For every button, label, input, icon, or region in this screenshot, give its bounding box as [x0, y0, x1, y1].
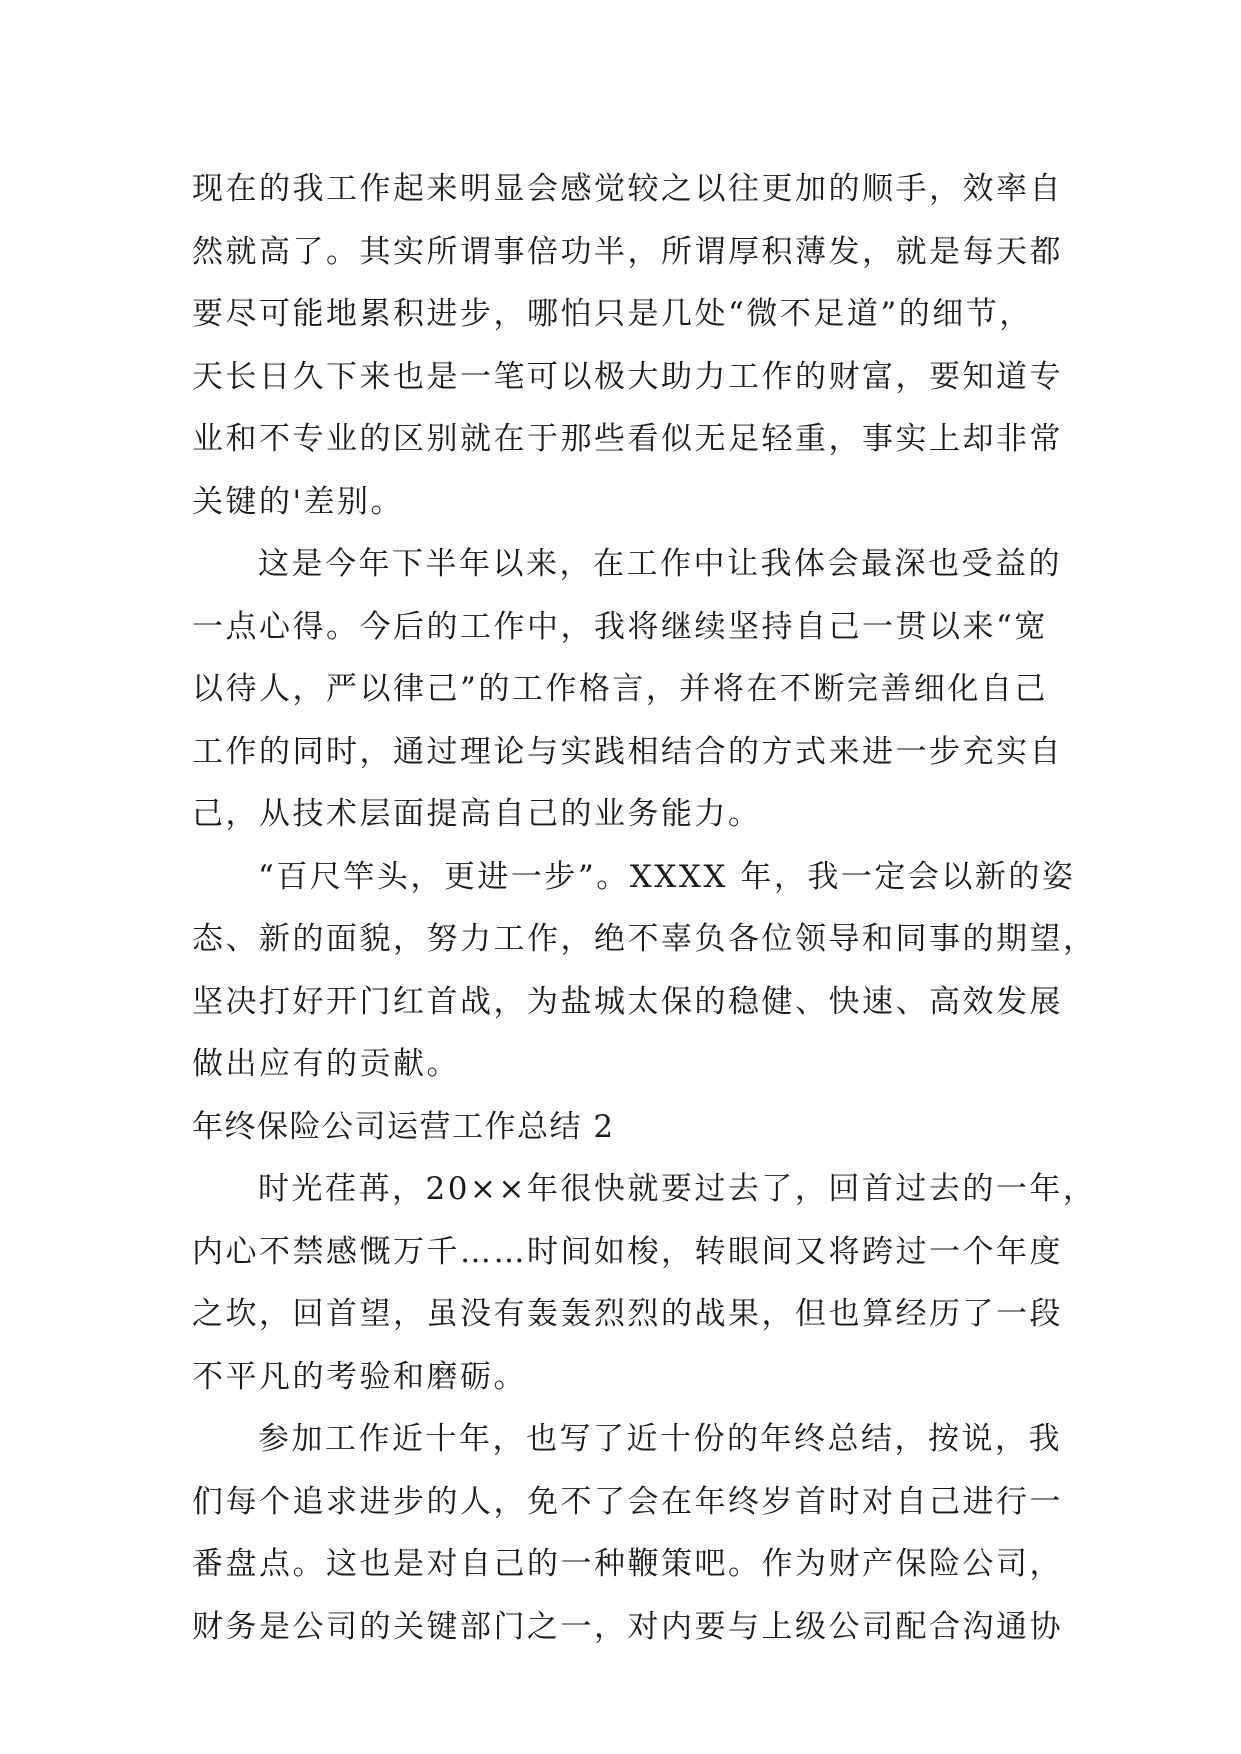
text-line: 时光荏苒，20××年很快就要过去了，回首过去的一年， [258, 1171, 1097, 1207]
text-line: 关键的'差别。 [192, 483, 405, 520]
text-line: 财务是公司的关键部门之一，对内要与上级公司配合沟通协 [192, 1608, 1063, 1645]
text-line: 这是今年下半年以来，在工作中让我体会最深也受益的 [258, 546, 1062, 582]
text-line: 番盘点。这也是对自己的一种鞭策吧。作为财产保险公司， [192, 1546, 1063, 1582]
text-line: 业和不专业的区别就在于那些看似无足轻重，事实上却非常 [192, 421, 1063, 457]
text-line: 做出应有的贡献。 [192, 1046, 460, 1082]
text-line: “百尺竿头，更进一步”。XXXX 年，我一定会以新的姿 [258, 858, 1076, 895]
text-line: 坚决打好开门红首战，为盐城太保的稳健、快速、高效发展 [192, 983, 1063, 1020]
text-line: 态、新的面貌，努力工作，绝不辜负各位领导和同事的期望， [192, 921, 1097, 957]
text-line: 一点心得。今后的工作中，我将继续坚持自己一贯以来“宽 [192, 608, 1048, 645]
text-line: 现在的我工作起来明显会感觉较之以往更加的顺手，效率自 [192, 171, 1063, 207]
text-line: 工作的同时，通过理论与实践相结合的方式来进一步充实自 [192, 733, 1063, 770]
paragraph-3 [192, 846, 1097, 1096]
paragraph-5 [192, 1408, 1062, 1658]
document-body [192, 158, 1097, 1658]
text-line: 们每个追求进步的人，免不了会在年终岁首时对自己进行一 [192, 1483, 1063, 1520]
paragraph-4 [192, 1158, 1097, 1408]
text-line: 内心不禁感慨万千……时间如梭，转眼间又将跨过一个年度 [192, 1233, 1063, 1270]
paragraph-2 [192, 533, 1062, 846]
text-line: 之坎，回首望，虽没有轰轰烈烈的战果，但也算经历了一段 [192, 1296, 1063, 1332]
text-line: 天长日久下来也是一笔可以极大助力工作的财富，要知道专 [192, 358, 1063, 395]
paragraph-1 [192, 158, 1062, 533]
text-line: 参加工作近十年，也写了近十份的年终总结，按说，我 [258, 1421, 1062, 1457]
text-line: 不平凡的考验和磨砺。 [192, 1358, 527, 1395]
text-line: 以待人，严以律己”的工作格言，并将在不断完善细化自己 [192, 671, 1048, 707]
text-line: 要尽可能地累积进步，哪怕只是几处“微不足道”的细节， [192, 296, 1033, 332]
text-line: 己，从技术层面提高自己的业务能力。 [192, 796, 762, 832]
text-line: 然就高了。其实所谓事倍功半，所谓厚积薄发，就是每天都 [192, 233, 1063, 270]
section-heading: 年终保险公司运营工作总结 2 [192, 1108, 615, 1145]
